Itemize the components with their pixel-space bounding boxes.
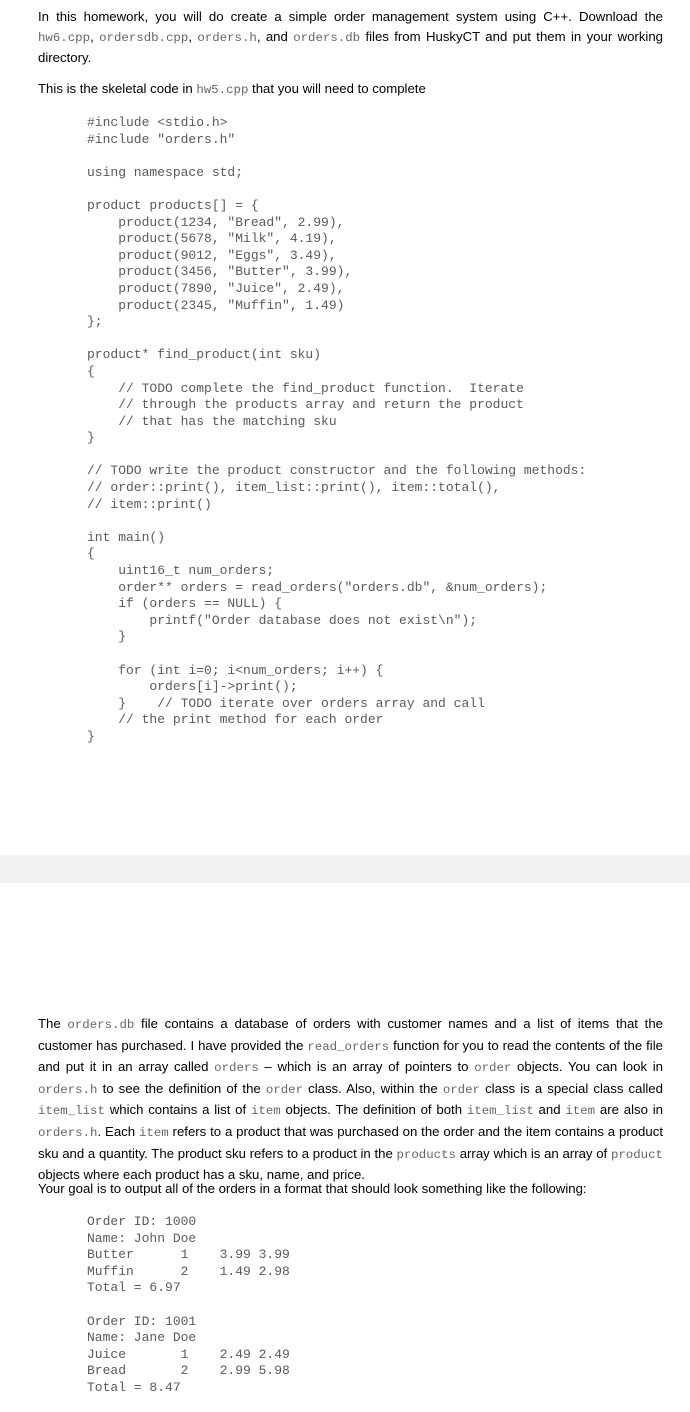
description-text: . Each xyxy=(97,1123,139,1139)
code-term: item xyxy=(565,1104,596,1119)
intro-text: files from HuskyCT and put them in your working directory. xyxy=(38,28,664,66)
code-term: read_orders xyxy=(307,1039,390,1054)
description-text: refers to a product that was purchased on the order and the item contains a product sku and a quantity. The product sku refers to a product in the xyxy=(38,1123,663,1161)
description-text: The xyxy=(38,1016,68,1031)
description-text: file contains a database of orders with customer names and a list of items that the customer has purchased. I have provided the xyxy=(38,1016,663,1053)
code-term: item_list xyxy=(466,1104,534,1119)
description-text: and xyxy=(533,1102,566,1118)
file-name: hw5.cpp xyxy=(196,83,249,97)
sample-output-block: Order ID: 1000 Name: John Doe Butter 1 3.99 3.99 Muffin 2 1.49 2.98 Total = 6.97 Order ID: 1001 Name: Jane Doe Juice 1 2.49 2.49 Bread 2 2.99 5.98 Total = 8.47 xyxy=(87,1214,290,1395)
code-term: products xyxy=(396,1147,456,1162)
description-text: class. Also, within the xyxy=(303,1080,443,1096)
skeleton-text: This is the skeletal code in xyxy=(38,81,197,96)
code-term: orders.h xyxy=(38,1082,98,1097)
intro-text: , xyxy=(188,28,198,44)
page-separator xyxy=(0,855,690,883)
code-term: item xyxy=(250,1104,281,1119)
code-term: orders.h xyxy=(38,1125,98,1140)
description-text: function for you to read the contents of the file and put it in an array called xyxy=(38,1037,663,1075)
code-term: order xyxy=(474,1061,512,1076)
skeleton-code-block: #include <stdio.h> #include "orders.h" using namespace std; product products[] = { product(1234, "Bread", 2.99), product(5678, "Milk", 4.19), product(9012, "Eggs", 3.49), product(3456, "Butter", 3.99), product(7890, "Juice", 2.49), product(2345, "Muffin", 1.49) }; product* find_product(int sku) { // TODO complete the find_product function. Iterate // through the products array and return the product // that has the matching sku } // TODO write the product constructor and the following methods: // order::print(), item_list::print(), item::total(), // item::print() int main() { uint16_t num_orders; order** orders = read_orders("orders.db", &num_orders); if (orders == NULL) { printf("Order database does not exist\n"); } for (int i=0; i<num_orders; i++) { orders[i]->print(); } // TODO iterate over orders array and call // the print method for each order } xyxy=(87,115,587,744)
intro-text: , xyxy=(90,28,100,44)
description-text: class is a special class called xyxy=(480,1080,663,1096)
description-text: to see the definition of the xyxy=(97,1080,266,1096)
description-paragraph xyxy=(38,1014,663,1185)
code-term: item_list xyxy=(38,1104,105,1119)
intro-text: , and xyxy=(256,28,294,44)
description-text: array which is an array of xyxy=(456,1145,611,1161)
description-text: which contains a list of xyxy=(104,1102,251,1118)
intro-paragraph xyxy=(38,7,663,68)
goal-paragraph: Your goal is to output all of the orders in a format that should look something like the following: xyxy=(38,1181,587,1196)
description-text: are also in xyxy=(595,1102,663,1118)
code-term: orders xyxy=(214,1061,259,1076)
skeleton-text: that you will need to complete xyxy=(248,81,426,96)
code-term: order xyxy=(442,1082,480,1097)
skeleton-intro xyxy=(38,79,663,101)
file-name: ordersdb.cpp xyxy=(99,30,189,45)
code-term: item xyxy=(138,1125,169,1140)
description-text: – which is an array of pointers to xyxy=(258,1059,475,1075)
file-name: orders.db xyxy=(293,30,361,45)
intro-text: In this homework, you will do create a simple order management system using C++. Download the xyxy=(38,9,663,24)
file-name: hw6.cpp xyxy=(38,30,91,45)
file-name: orders.h xyxy=(197,30,257,45)
code-term: product xyxy=(610,1147,663,1162)
description-text: objects. The definition of both xyxy=(280,1102,467,1118)
description-text: objects where each product has a sku, name, and price. xyxy=(38,1167,365,1183)
document-page-2 xyxy=(0,883,690,1412)
description-text: objects. You can look in xyxy=(511,1059,663,1075)
code-term: orders.db xyxy=(67,1018,135,1032)
code-term: order xyxy=(265,1082,304,1097)
